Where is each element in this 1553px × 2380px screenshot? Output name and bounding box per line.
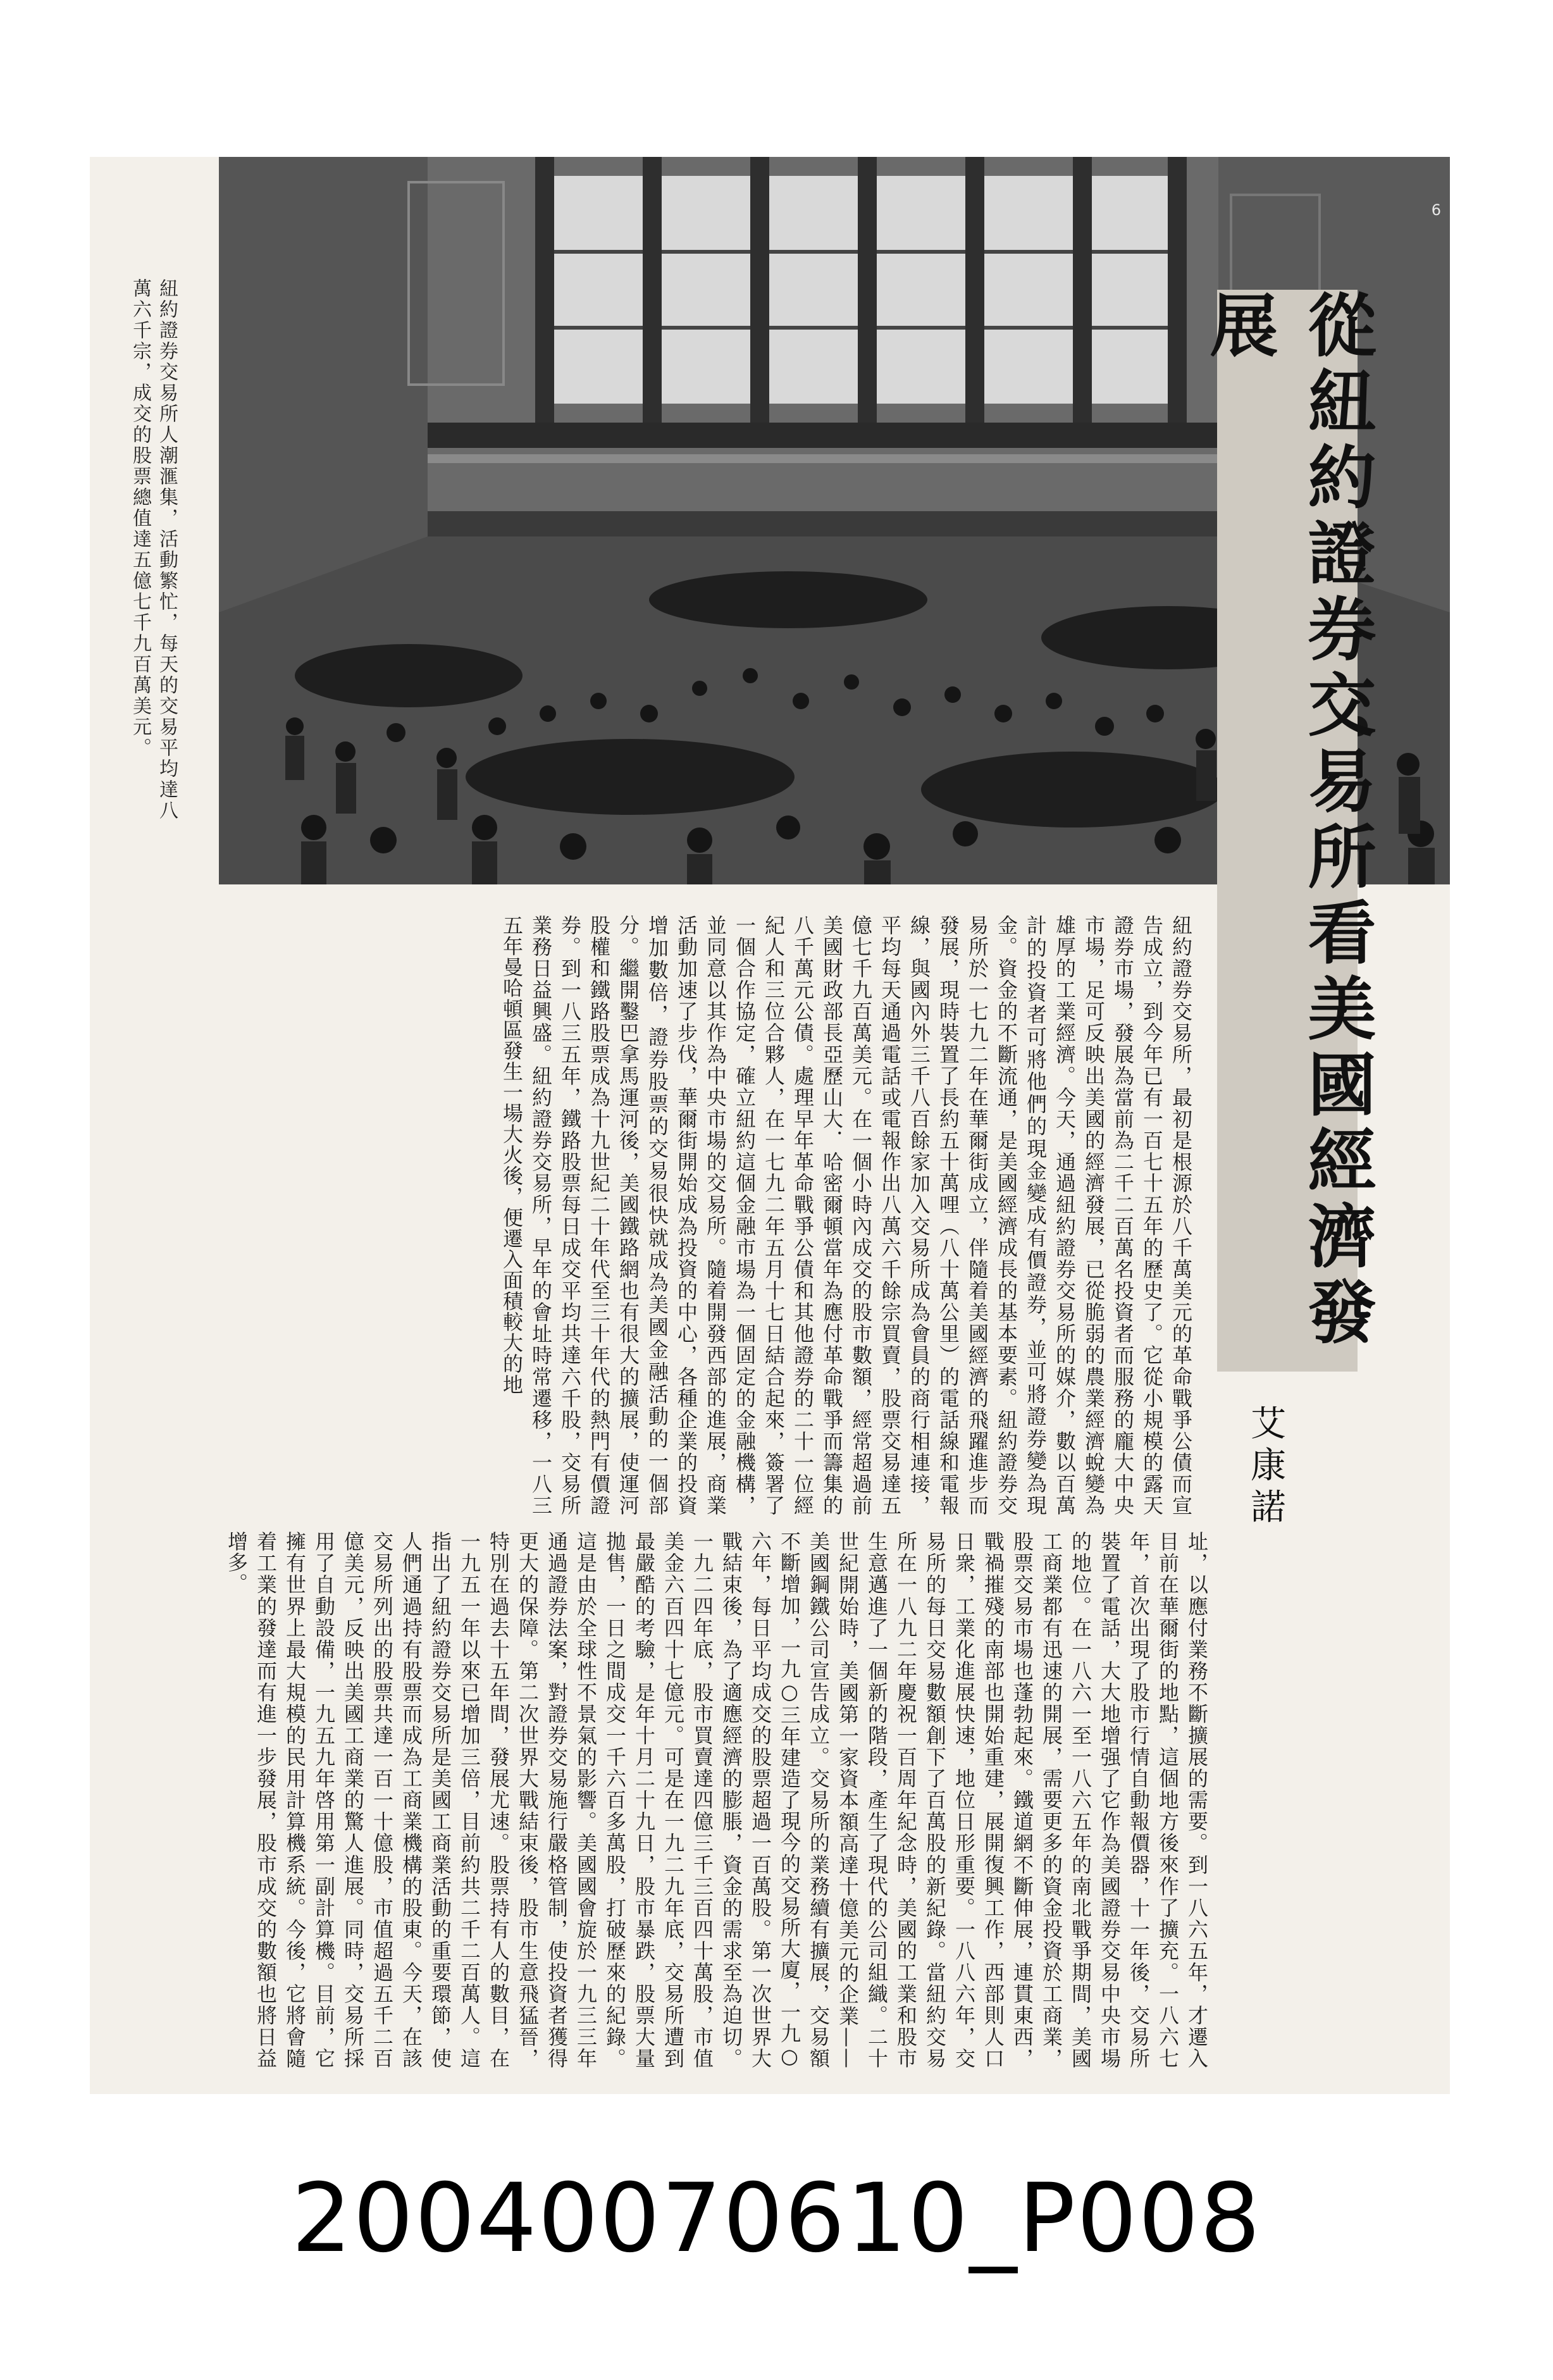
article-title: 從紐約證券交易所看美國經濟發展 (1198, 290, 1376, 1353)
page-number: 6 (1431, 201, 1441, 219)
article-author: 艾康諾 (1245, 1404, 1286, 1530)
photo-caption: 紐約證券交易所人潮滙集，活動繁忙，每天的交易平均達八萬六千宗，成交的股票總值達五億七千九百萬美元。 (129, 278, 178, 821)
article-body-upper: 紐約證券交易所，最初是根源於八千萬美元的革命戰爭公債而宣告成立，到今年已有一百七十五年的歷史了。它從小規模的露天證券市場，發展為當前為二千二百萬名投資者而服務的龐大中央市場，足可反映出美國的經濟發展，已從脆弱的農業經濟蛻變為雄厚的工業經濟。今天，通過紐約證券交易所的媒介，數以百萬計的投資者可將他們的現金變成有價證券，並可將證券變為現金。資金的不斷流通，是美國經濟成長的基本要素。紐約證券交易所於一七九二年在華爾街成立，伴隨着美國經濟的飛躍進步而發展，現時裝置了長約五十萬哩（八十萬公里）的電話線和電報線，與國內外三千八百餘家加入交易所成為會員的商行相連接，平均每天通過電話或電報作出八萬六千餘宗買賣，股票交易達五億七千九百萬美元。在一個小時內成交的股市數額，經常超過前美國財政部長亞歷山大．哈密爾頓當年為應付革命戰爭而籌集的八千萬元公債。處理早年革命戰爭公債和其他證券的二十一位經紀人和三位合夥人，在一七九二年五月十七日結合起來，簽署了一個合作協定，確立紐約這個金融市場為一個固定的金融機構，並同意以其作為中央市場的交易所。隨着開發西部的進展，商業活動加速了步伐，華爾街開始成為投資的中心，各種企業的投資增加數倍，證券股票的交易很快就成為美國金融活動的一個部分。繼開鑿巴拿馬運河後，美國鐵路網也有很大的擴展，使運河股權和鐵路股票成為十九世紀二十年代至三十年代的熱門有價證券。到一八三五年，鐵路股票每日成交平均共達六千股，交易所業務日益興盛。紐約證券交易所，早年的會址時常遷移，一八三五年曼哈頓區發生一場大火後，便遷入面積較大的地 (500, 915, 1193, 1516)
article-title-box (1198, 290, 1376, 1372)
article-body-lower: 址，以應付業務不斷擴展的需要。到一八六五年，才遷入目前在華爾街的地點，這個地方後來作了擴充。一八六七年，首次出現了股市行情自動報價器，十一年後，交易所裝置了電話，大大地增强了它作為美國證券交易中央市場的地位。在一八六一至一八六五年的南北戰爭期間，美國工商業都有迅速的開展，需要更多的資金投資於工商業，股票交易市場也蓬勃起來。鐵道網不斷伸展，連貫東西，戰禍摧殘的南部也開始重建，展開復興工作，西部則人口日衆，工業化進展快速，地位日形重要。一八八六年，交易所的每日交易數額創下了百萬股的新紀錄。當紐約交易所在一八九二年慶祝一百周年紀念時，美國的工業和股市生意邁進了一個新的階段，產生了現代的公司組織。二十世紀開始時，美國第一家資本額高達十億美元的企業——美國鋼鐵公司宣告成立。交易所的業務續有擴展，交易額不斷增加，一九○三年建造了現今的交易所大廈，一九○六年，每日平均成交的股票超過一百萬股。第一次世界大戰結束後，為了適應經濟的膨脹，資金的需求至為迫切。一九二四年底，股市買賣達四億三千三百四十萬股，市值美金六百四十七億元。可是在一九二九年底，交易所遭到最嚴酷的考驗，是年十月二十九日，股市暴跌，股票大量拋售，一日之間成交一千六百多萬股，打破歷來的紀錄。這是由於全球性不景氣的影響。美國國會旋於一九三三年通過證券法案，對證券交易施行嚴格管制，使投資者獲得更大的保障。第二次世界大戰結束後，股市生意飛猛晉，特別在過去十五年間，發展尤速。股票持有人的數目，在一九五一年以來已增加三倍，目前約共二千二百萬人。這指出了紐約證券交易所是美國工商業活動的重要環節，使人們通過持有股票而成為工商業機構的股東。今天，在該交易所列出的股票共達一百一十億股，市值超過五千二百億美元，反映出美國工商業的驚人進展。同時，交易所採用了自動設備，一九五九年啓用第一副計算機。目前，它擁有世界上最大規模的民用計算機系統。今後，它將會隨着工業的發達而有進一步發展，股市成交的數額也將日益增多。 (225, 1531, 1209, 2069)
document-id: 20040070610_P008 (291, 2164, 1262, 2274)
